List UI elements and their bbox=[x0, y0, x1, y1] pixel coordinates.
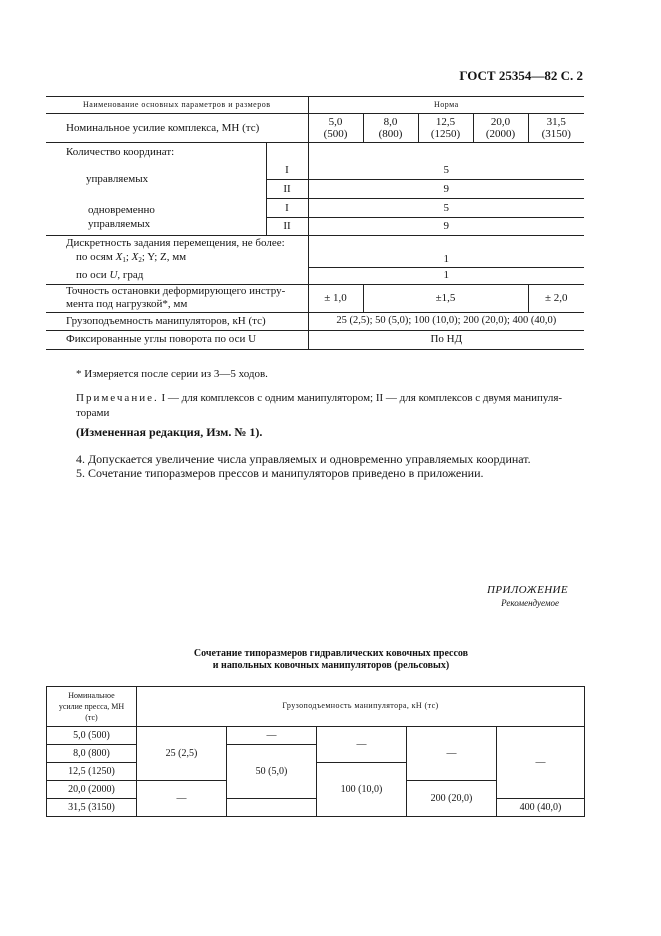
mark-i: I bbox=[266, 199, 308, 218]
managed-ii-value: 9 bbox=[308, 180, 584, 199]
coords-title: Количество координат: bbox=[46, 143, 266, 161]
footnote: * Измеряется после серии из 3—5 ходов. bbox=[76, 368, 268, 380]
force-value: 20,0 (2000) bbox=[473, 114, 528, 143]
dash: — bbox=[497, 727, 585, 799]
capacity-value: 25 (2,5); 50 (5,0); 100 (10,0); 200 (20,0); 400 (40,0) bbox=[308, 312, 584, 330]
head-right: Грузоподъемность манипулятора, кН (тс) bbox=[137, 687, 585, 727]
press-row-label: 5,0 (500) bbox=[47, 727, 137, 745]
cap-50: 50 (5,0) bbox=[227, 745, 317, 799]
col-norm-header: Норма bbox=[308, 97, 584, 114]
force-value: 8,0 (800) bbox=[363, 114, 418, 143]
dash: — bbox=[317, 727, 407, 763]
press-row-label: 20,0 (2000) bbox=[47, 781, 137, 799]
discrete-u-value: 1 bbox=[308, 267, 584, 284]
precision-value: ± 1,0 bbox=[308, 284, 363, 312]
press-row-label: 8,0 (800) bbox=[47, 745, 137, 763]
mark-i: I bbox=[266, 161, 308, 180]
cap-25: 25 (2,5) bbox=[137, 727, 227, 781]
dash: — bbox=[407, 727, 497, 781]
simult-label: одновременно управляемых bbox=[46, 199, 266, 236]
combo-table bbox=[46, 686, 585, 817]
mark-ii: II bbox=[266, 180, 308, 199]
precision-value: ±1,5 bbox=[363, 284, 528, 312]
dash: — bbox=[227, 727, 317, 745]
parameters-table bbox=[46, 96, 584, 350]
mark-ii: II bbox=[266, 218, 308, 236]
capacity-label: Грузоподъемность манипуляторов, кН (тс) bbox=[46, 312, 308, 330]
head-left: Номинальное усилие пресса, МН (тс) bbox=[47, 687, 137, 727]
item-4: 4. Допускается увеличение числа управляемых и одновременно управляемых координат. bbox=[76, 452, 531, 466]
cap-100: 100 (10,0) bbox=[317, 763, 407, 817]
item-5: 5. Сочетание типоразмеров прессов и манипуляторов приведено в приложении. bbox=[76, 466, 484, 480]
force-label: Номинальное усилие комплекса, МН (тс) bbox=[46, 114, 308, 143]
dash bbox=[227, 799, 317, 817]
col-param-header: Наименование основных параметров и размеров bbox=[46, 97, 308, 114]
appendix-subtitle: Рекомендуемое bbox=[501, 598, 559, 608]
simult-ii-value: 9 bbox=[308, 218, 584, 236]
force-value: 12,5 (1250) bbox=[418, 114, 473, 143]
force-value: 31,5 (3150) bbox=[528, 114, 584, 143]
page-header: ГОСТ 25354—82 С. 2 bbox=[459, 68, 583, 83]
dash: — bbox=[137, 781, 227, 817]
discrete-axes-value: 1 bbox=[308, 236, 584, 268]
discrete-axes-label: Дискретность задания перемещения, не более: по осям $X_1$; $X_2$; Y; Z, мм bbox=[46, 236, 308, 268]
note: Примечание. I — для комплексов с одним манипулятором; II — для комплексов с двумя манипуля-торами bbox=[76, 392, 563, 419]
angles-value: По НД bbox=[308, 330, 584, 349]
simult-i-value: 5 bbox=[308, 199, 584, 218]
press-row-label: 31,5 (3150) bbox=[47, 799, 137, 817]
combo-table-title: Сочетание типоразмеров гидравлических ковочных прессов и напольных ковочных манипуляторов (рельсовых) bbox=[193, 648, 469, 671]
managed-label: управляемых bbox=[86, 173, 149, 186]
press-row-label: 12,5 (1250) bbox=[47, 763, 137, 781]
cap-200: 200 (20,0) bbox=[407, 781, 497, 817]
precision-label: Точность остановки деформирующего инстру- мента под нагрузкой*, мм bbox=[46, 284, 308, 312]
cap-400: 400 (40,0) bbox=[497, 799, 585, 817]
managed-i-value: 5 bbox=[308, 161, 584, 180]
discrete-u-label: по оси U, град bbox=[46, 267, 308, 284]
edition-note: (Измененная редакция, Изм. № 1). bbox=[76, 425, 263, 439]
force-value: 5,0 (500) bbox=[308, 114, 363, 143]
precision-value: ± 2,0 bbox=[528, 284, 584, 312]
appendix-title: ПРИЛОЖЕНИЕ bbox=[487, 584, 568, 596]
angles-label: Фиксированные углы поворота по оси U bbox=[46, 330, 308, 349]
